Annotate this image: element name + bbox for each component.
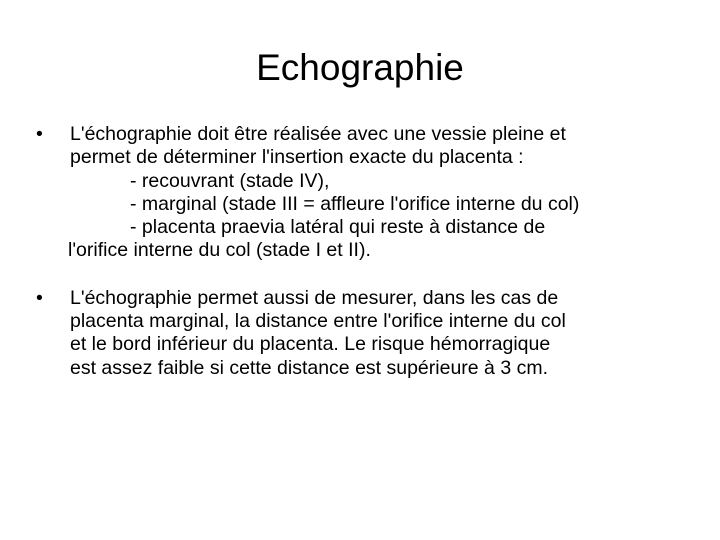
bullet-text-line: l'orifice interne du col (stade I et II). [68,239,371,262]
bullet-text-line: placenta marginal, la distance entre l'orifice interne du col [70,310,566,333]
bullet-item-ultrasound-insertion [36,123,686,263]
sub-item-marginal: - marginal (stade III = affleure l'orifice interne du col) [130,192,580,215]
sub-item-recouvrant: - recouvrant (stade IV), [130,169,330,192]
bullet-text-line: est assez faible si cette distance est supérieure à 3 cm. [70,356,548,379]
bullet-text-line: et le bord inférieur du placenta. Le risque hémorragique [70,333,551,356]
sub-item-lateral: - placenta praevia latéral qui reste à distance de [130,216,546,239]
slide-title: Echographie [256,47,464,88]
bullet-item-ultrasound-distance [36,287,686,380]
bullet-list [36,123,686,380]
bullet-text-line: L'échographie doit être réalisée avec une vessie pleine et [70,123,566,145]
bullet-icon: • [36,286,43,309]
bullet-text-line: L'échographie permet aussi de mesurer, dans les cas de [70,286,559,309]
bullet-text-line: permet de déterminer l'insertion exacte du placenta : [70,146,524,169]
bullet-icon: • [36,123,43,145]
